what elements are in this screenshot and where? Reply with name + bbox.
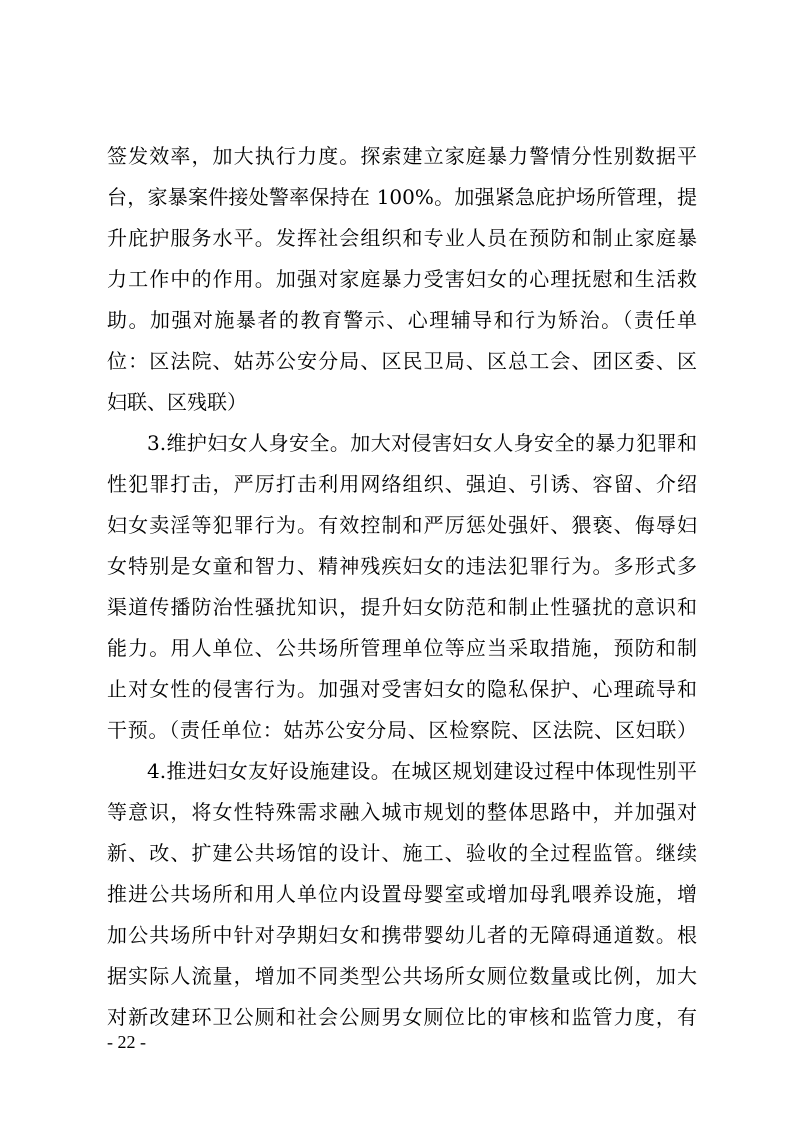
page-number: - 22 - — [107, 1032, 146, 1052]
text-line: 升庇护服务水平。发挥社会组织和专业人员在预防和制止家庭暴 — [107, 226, 697, 250]
text-line: 加公共场所中针对孕期妇女和携带婴幼儿者的无障碍通道数。根 — [107, 923, 697, 947]
text-line: 女特别是女童和智力、精神残疾妇女的违法犯罪行为。多形式多 — [107, 554, 697, 578]
text-line: 助。加强对施暴者的教育警示、心理辅导和行为矫治。（责任单 — [107, 308, 697, 332]
text-line: 力工作中的作用。加强对家庭暴力受害妇女的心理抚慰和生活救 — [107, 267, 697, 291]
text-line: 妇女卖淫等犯罪行为。有效控制和严厉惩处强奸、猥亵、侮辱妇 — [107, 513, 697, 537]
paragraph-heading-line: 3.维护妇女人身安全。加大对侵害妇女人身安全的暴力犯罪和 — [147, 431, 697, 455]
text-line: 性犯罪打击，严厉打击利用网络组织、强迫、引诱、容留、介绍 — [107, 472, 697, 496]
text-line: 新、改、扩建公共场馆的设计、施工、验收的全过程监管。继续 — [107, 841, 697, 865]
text-line: 干预。（责任单位：姑苏公安分局、区检察院、区法院、区妇联） — [107, 718, 697, 742]
text-line: 台，家暴案件接处警率保持在 100%。加强紧急庇护场所管理，提 — [107, 185, 697, 209]
text-line: 对新改建环卫公厕和社会公厕男女厕位比的审核和监管力度，有 — [107, 1005, 697, 1029]
text-line: 位：区法院、姑苏公安分局、区民卫局、区总工会、团区委、区 — [107, 349, 697, 373]
text-line: 等意识，将女性特殊需求融入城市规划的整体思路中，并加强对 — [107, 800, 697, 824]
text-line: 据实际人流量，增加不同类型公共场所女厕位数量或比例，加大 — [107, 964, 697, 988]
text-line: 能力。用人单位、公共场所管理单位等应当采取措施，预防和制 — [107, 636, 697, 660]
paragraph-heading-line: 4.推进妇女友好设施建设。在城区规划建设过程中体现性别平 — [147, 759, 697, 783]
text-line: 推进公共场所和用人单位内设置母婴室或增加母乳喂养设施，增 — [107, 882, 697, 906]
text-line: 渠道传播防治性骚扰知识，提升妇女防范和制止性骚扰的意识和 — [107, 595, 697, 619]
text-line: 止对女性的侵害行为。加强对受害妇女的隐私保护、心理疏导和 — [107, 677, 697, 701]
text-line: 妇联、区残联） — [107, 390, 247, 414]
text-line: 签发效率，加大执行力度。探索建立家庭暴力警情分性别数据平 — [107, 144, 697, 168]
